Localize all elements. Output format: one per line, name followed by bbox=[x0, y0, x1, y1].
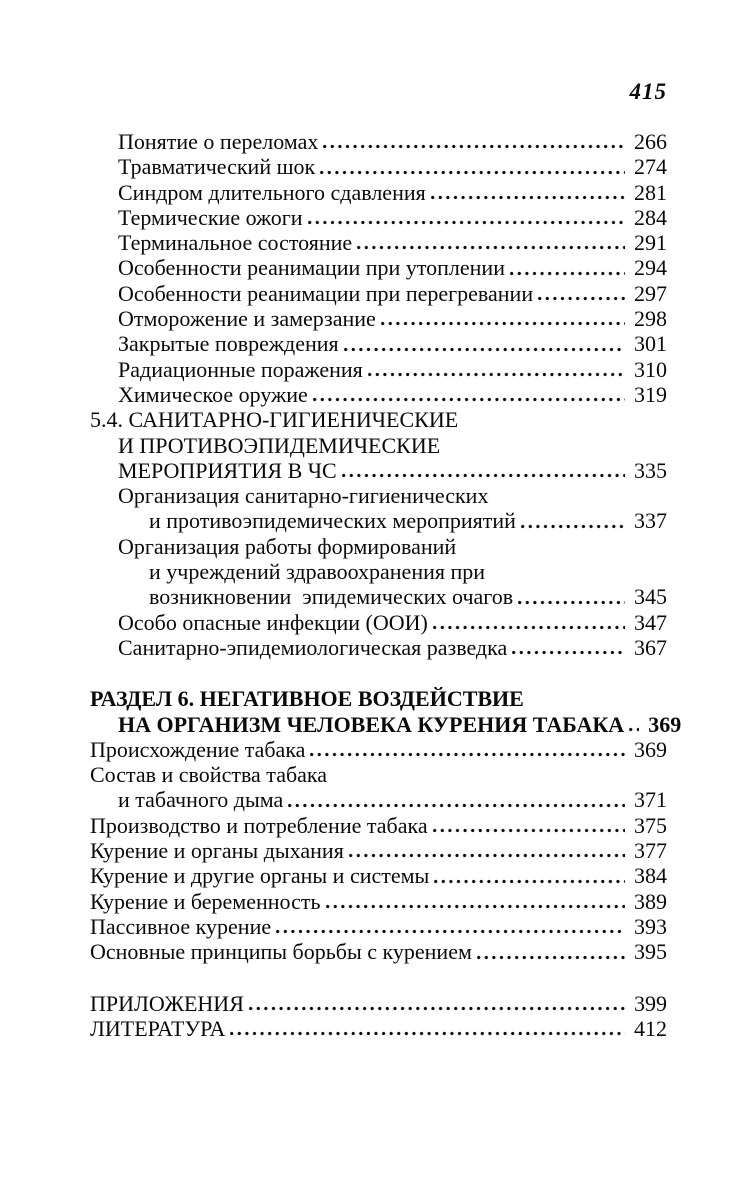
toc-line bbox=[90, 483, 667, 508]
dot-leader bbox=[381, 320, 625, 327]
dot-leader bbox=[518, 599, 625, 606]
toc-entry-page: 393 bbox=[634, 913, 667, 939]
dot-leader bbox=[230, 1030, 625, 1037]
toc-line bbox=[90, 686, 667, 711]
dot-leader bbox=[357, 244, 625, 251]
toc-entry-page: 294 bbox=[634, 255, 667, 281]
toc-line bbox=[90, 458, 667, 483]
toc-entry-title: Основные принципы борьбы с курением bbox=[90, 939, 472, 965]
toc-line bbox=[90, 711, 682, 737]
toc-line bbox=[90, 813, 667, 838]
toc-line bbox=[90, 787, 667, 812]
toc-entry-title: возникновении эпидемических очагов bbox=[149, 584, 514, 610]
toc-entry-page: 298 bbox=[634, 306, 667, 332]
toc-entry-title: Производство и потребление табака bbox=[90, 812, 428, 838]
dot-leader bbox=[313, 396, 625, 403]
toc-entry-title: Пассивное курение bbox=[90, 913, 272, 939]
toc-entry-page: 281 bbox=[634, 179, 667, 205]
toc-line bbox=[90, 205, 667, 230]
toc-line bbox=[90, 382, 667, 407]
dot-leader bbox=[288, 802, 625, 809]
toc-line bbox=[90, 281, 667, 306]
toc-line bbox=[90, 889, 667, 914]
toc-entry-title: и учреждений здравоохранения при bbox=[149, 559, 486, 585]
dot-leader bbox=[349, 852, 625, 859]
toc-entry-page: 399 bbox=[634, 990, 667, 1016]
toc-entry-title: Организация работы формирований bbox=[118, 533, 457, 559]
dot-leader bbox=[434, 878, 625, 885]
toc-entry-title: Организация санитарно-гигиенических bbox=[118, 483, 489, 509]
toc-line bbox=[90, 230, 667, 255]
toc-entry-title: Особо опасные инфекции (ООИ) bbox=[118, 609, 428, 635]
toc-entry-title: Курение и другие органы и системы bbox=[90, 863, 430, 889]
toc-line bbox=[90, 559, 667, 584]
toc-line bbox=[90, 433, 667, 458]
dot-leader bbox=[326, 903, 626, 910]
dot-leader bbox=[433, 624, 625, 631]
toc-entry-title: и противоэпидемических мероприятий bbox=[149, 508, 516, 534]
toc-line bbox=[90, 610, 667, 635]
toc-line bbox=[90, 331, 667, 356]
toc-line bbox=[90, 863, 667, 888]
toc-entry-title: Терминальное состояние bbox=[118, 230, 353, 256]
toc-entry-title: Синдром длительного сдавления bbox=[118, 179, 426, 205]
toc-line bbox=[90, 939, 667, 964]
toc-entry-title: Химическое оружие bbox=[118, 381, 308, 407]
toc-entry-title: Термические ожоги bbox=[118, 204, 303, 230]
toc-line bbox=[90, 991, 667, 1016]
dot-leader bbox=[323, 143, 625, 150]
toc-entry-title: Происхождение табака bbox=[90, 736, 306, 762]
toc-line bbox=[90, 154, 667, 179]
toc-entry-page: 301 bbox=[634, 331, 667, 357]
toc-line bbox=[90, 129, 667, 154]
toc-entry-title: НА ОРГАНИЗМ ЧЕЛОВЕКА КУРЕНИЯ ТАБАКА bbox=[118, 711, 625, 737]
dot-leader bbox=[249, 1005, 625, 1012]
toc-entry-page: 384 bbox=[634, 863, 667, 889]
toc-entry-page: 371 bbox=[634, 787, 667, 813]
dot-leader bbox=[310, 751, 625, 758]
toc-entry-title: ЛИТЕРАТУРА bbox=[90, 1015, 226, 1041]
toc-entry-title: РАЗДЕЛ 6. НЕГАТИВНОЕ ВОЗДЕЙСТВИЕ bbox=[90, 686, 524, 712]
toc-entry-page: 337 bbox=[634, 508, 667, 534]
toc-line bbox=[90, 508, 667, 533]
toc-entry-page: 297 bbox=[634, 280, 667, 306]
toc-line bbox=[90, 534, 667, 559]
toc-entry-title: Особенности реанимации при перегревании bbox=[118, 280, 534, 306]
toc-entry-page: 369 bbox=[634, 736, 667, 762]
toc-line bbox=[90, 737, 667, 762]
toc-entry-title: Отморожение и замерзание bbox=[118, 306, 376, 332]
dot-leader bbox=[510, 270, 625, 277]
toc-entry-title: Санитарно-эпидемиологическая разведка bbox=[118, 634, 508, 660]
toc-entry-page: 375 bbox=[634, 812, 667, 838]
toc-line bbox=[90, 306, 667, 331]
dot-leader bbox=[433, 827, 625, 834]
toc-entry-page: 335 bbox=[634, 457, 667, 483]
toc-entry-page: 389 bbox=[634, 888, 667, 914]
toc-entry-page: 266 bbox=[634, 129, 667, 154]
toc-entry-title: Травматический шок bbox=[118, 154, 316, 180]
dot-leader bbox=[276, 928, 625, 935]
toc-line bbox=[90, 838, 667, 863]
toc-entry-page: 310 bbox=[634, 356, 667, 382]
toc-entry-title: МЕРОПРИЯТИЯ В ЧС bbox=[118, 457, 337, 483]
dot-leader bbox=[538, 295, 625, 302]
dot-leader bbox=[368, 371, 625, 378]
dot-leader bbox=[308, 219, 626, 226]
toc-line bbox=[90, 255, 667, 280]
toc-entry-title: ПРИЛОЖЕНИЯ bbox=[90, 990, 244, 1016]
toc-line bbox=[90, 407, 667, 432]
toc-line bbox=[90, 1016, 667, 1041]
toc-entry-page: 369 bbox=[648, 711, 682, 737]
dot-leader bbox=[320, 169, 625, 176]
toc-entry-page: 395 bbox=[634, 939, 667, 965]
toc-entry-page: 367 bbox=[634, 634, 667, 660]
toc-line bbox=[90, 914, 667, 939]
dot-leader bbox=[431, 194, 625, 201]
toc-entry-page: 319 bbox=[634, 381, 667, 407]
toc-entry-page: 345 bbox=[634, 584, 667, 610]
toc-entry-title: Состав и свойства табака bbox=[90, 762, 328, 788]
toc-entry-title: Курение и органы дыхания bbox=[90, 838, 344, 864]
toc-line bbox=[90, 635, 667, 660]
toc-entry-page: 291 bbox=[634, 230, 667, 256]
toc-entry-title: и табачного дыма bbox=[118, 787, 284, 813]
toc-entry-page: 347 bbox=[634, 609, 667, 635]
toc-entry-title: Особенности реанимации при утоплении bbox=[118, 255, 505, 281]
toc-entry-title: Курение и беременность bbox=[90, 888, 321, 914]
toc-line bbox=[90, 180, 667, 205]
toc-entry-title: Понятие о переломах bbox=[118, 129, 319, 154]
toc-entry-title: 5.4. САНИТАРНО-ГИГИЕНИЧЕСКИЕ bbox=[90, 407, 459, 433]
dot-leader bbox=[344, 346, 625, 353]
page-number: 415 bbox=[629, 79, 667, 104]
toc-entry-page: 412 bbox=[634, 1015, 667, 1041]
toc-entry-page: 284 bbox=[634, 204, 667, 230]
toc-line bbox=[90, 762, 667, 787]
dot-leader bbox=[629, 726, 639, 733]
toc-line bbox=[90, 584, 667, 609]
toc-entry-title: И ПРОТИВОЭПИДЕМИЧЕСКИЕ bbox=[118, 432, 441, 458]
toc-line bbox=[90, 357, 667, 382]
toc-entry-page: 274 bbox=[634, 154, 667, 180]
dot-leader bbox=[477, 954, 625, 961]
dot-leader bbox=[521, 523, 625, 530]
toc-entry-page: 377 bbox=[634, 838, 667, 864]
table-of-contents bbox=[90, 129, 682, 1041]
dot-leader bbox=[342, 472, 625, 479]
toc-entry-title: Закрытые повреждения bbox=[118, 331, 339, 357]
toc-entry-title: Радиационные поражения bbox=[118, 356, 363, 382]
dot-leader bbox=[512, 649, 625, 656]
